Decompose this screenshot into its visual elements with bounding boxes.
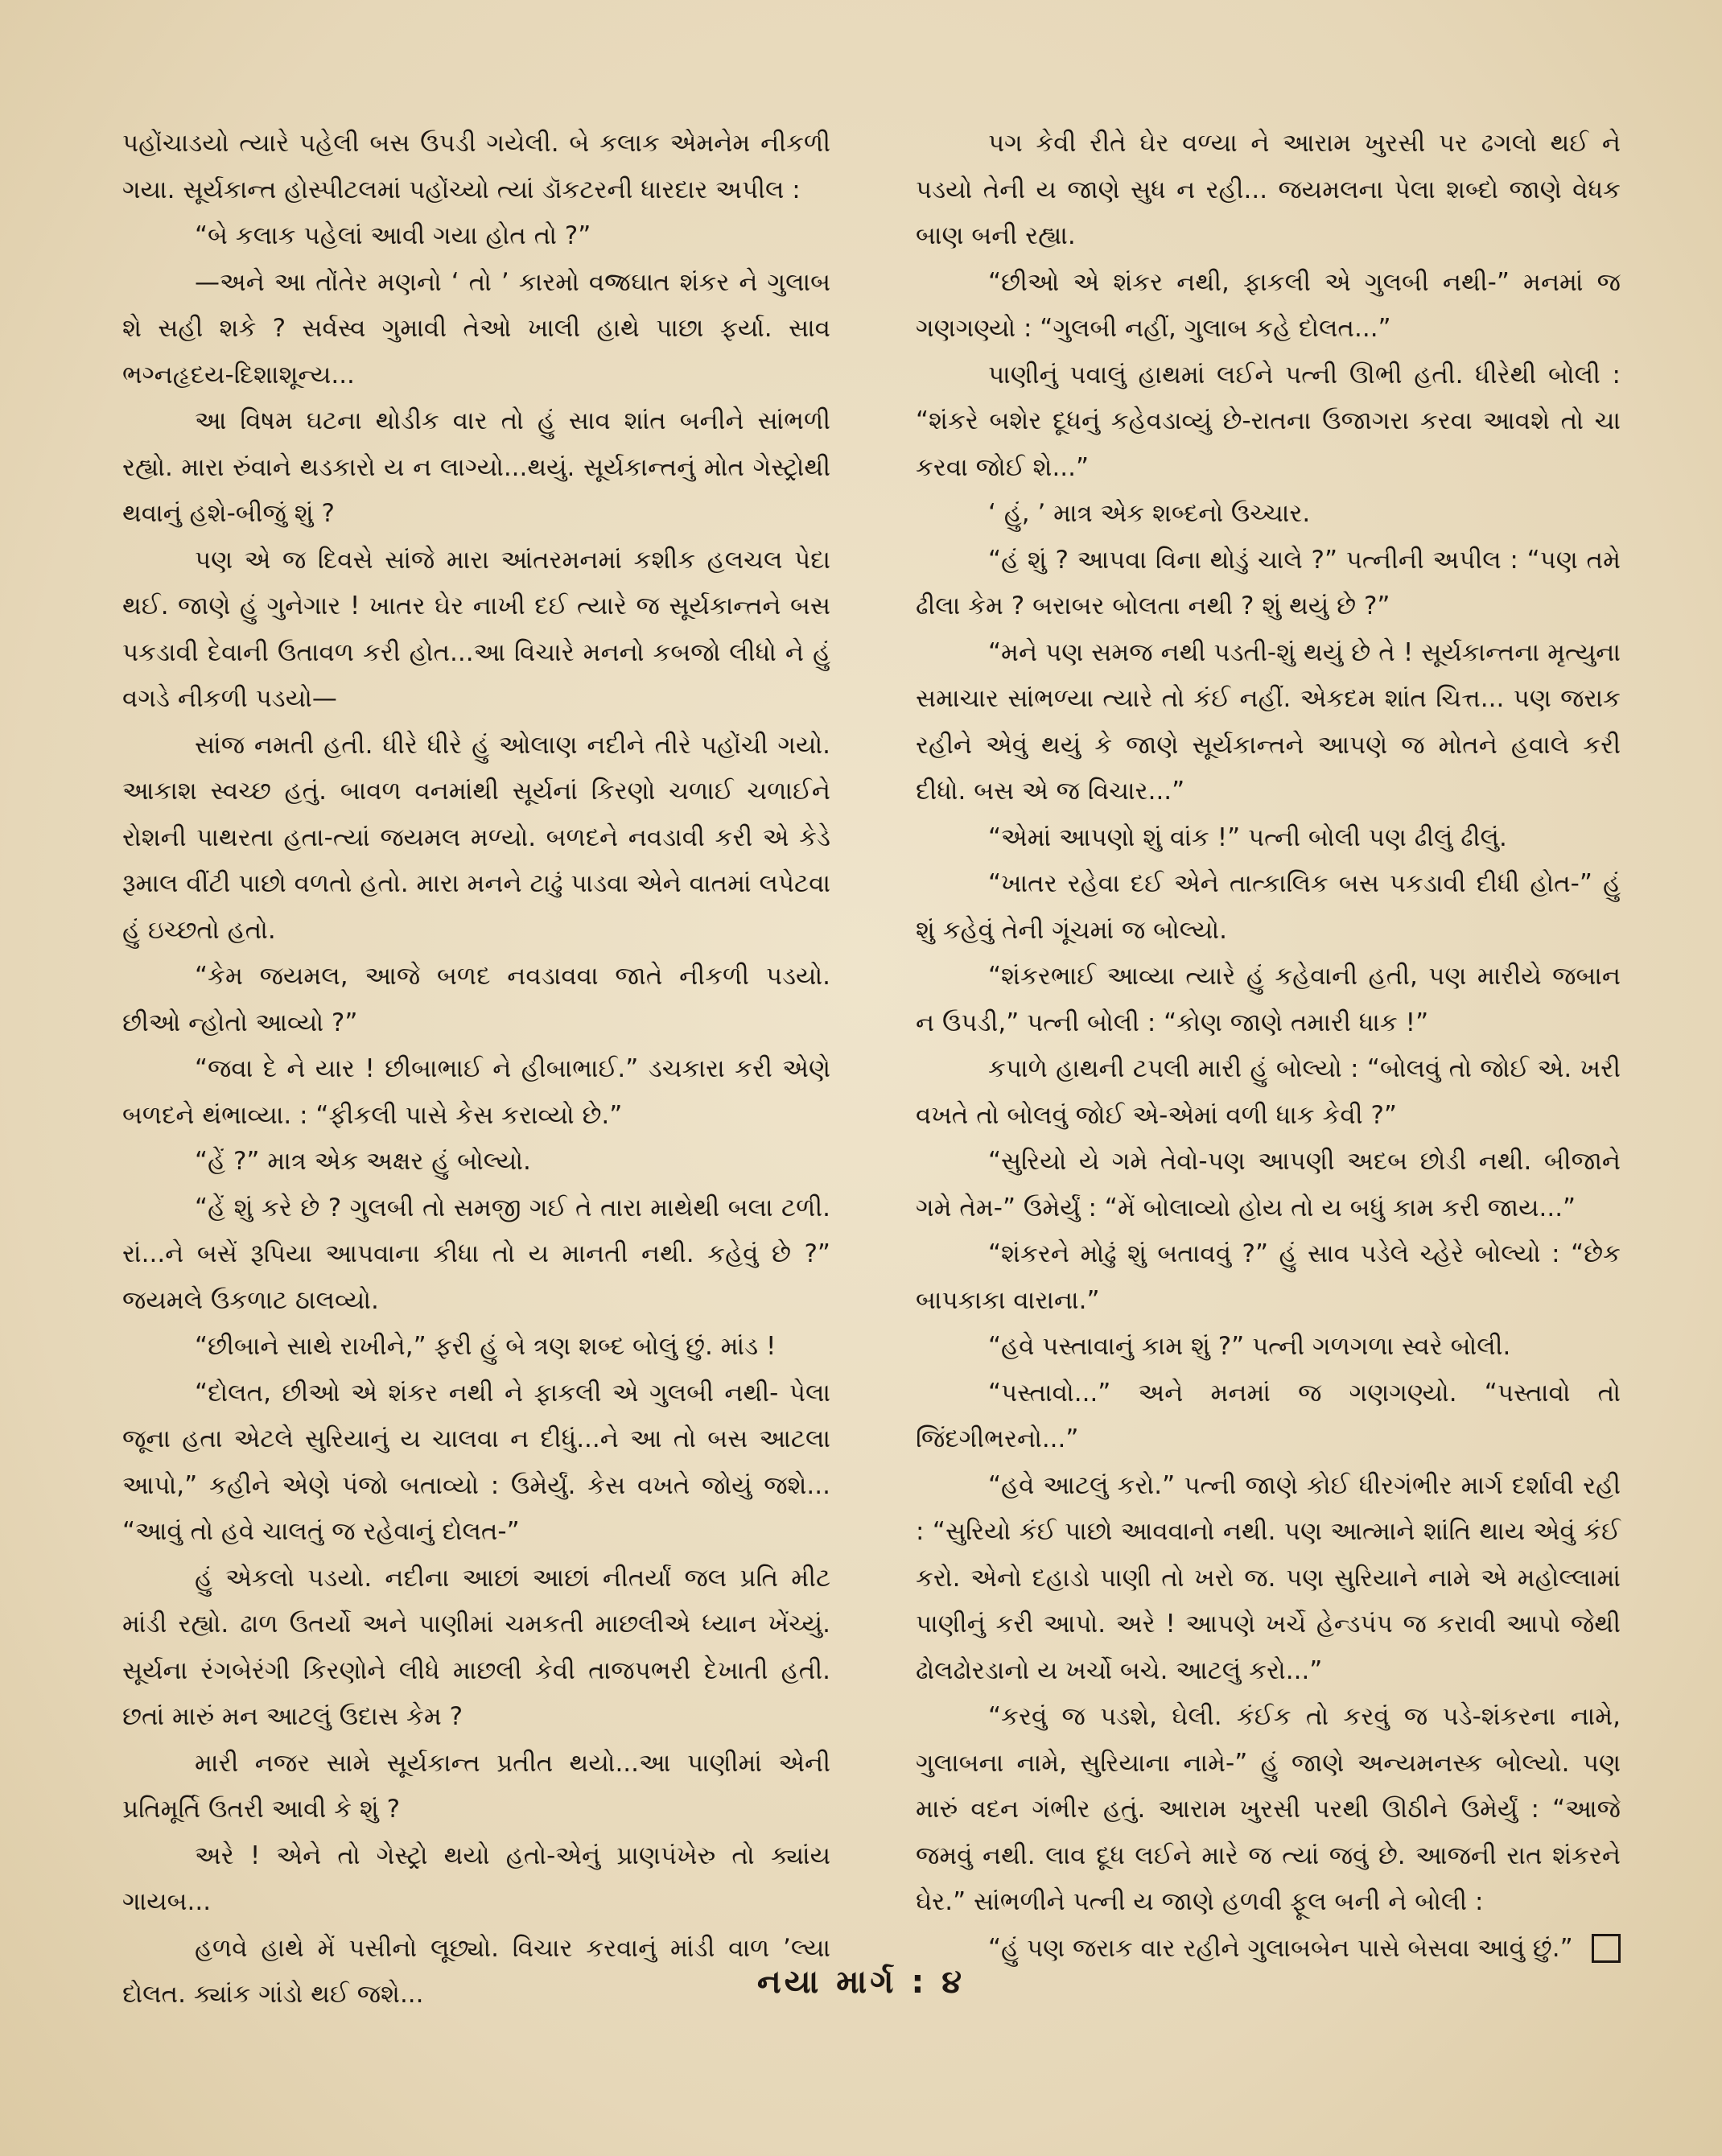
paragraph: આ વિષમ ઘટના થોડીક વાર તો હું સાવ શાંત બનીને સાંભળી રહ્યો. મારા રુંવાને થડકારો ય ન લાગ્યો...થયું. સૂર્યકાન્તનું મોત ગેસ્ટ્રોથી થવાનું હશે-બીજું શું ? <box>122 406 830 528</box>
paragraph: કપાળે હાથની ટપલી મારી હું બોલ્યો : “બોલવું તો જોઈ એ. ખરી વખતે તો બોલવું જોઈ એ-એમાં વળી ધાક કેવી ?” <box>916 1054 1621 1130</box>
paragraph: પગ કેવી રીતે ઘેર વળ્યા ને આરામ ખુરસી પર ઢગલો થઈ ને પડયો તેની ય જાણે સુધ ન રહી... જયમલના પેલા શબ્દો જાણે વેધક બાણ બની રહ્યા. <box>916 129 1621 250</box>
paragraph: “હેં શું કરે છે ? ગુલબી તો સમજી ગઈ તે તારા માથેથી બલા ટળી. રાં...ને બસેં રૂપિયા આપવાના કીધા તો ય માનતી નથી. કહેવું છે ?” જયમલે ઉકળાટ ઠાલવ્યો. <box>122 1193 830 1315</box>
left-text-column <box>122 121 830 2018</box>
paragraph: “હવે આટલું કરો.” પત્ની જાણે કોઈ ધીરગંભીર માર્ગ દર્શાવી રહી : “સુરિયો કંઈ પાછો આવવાનો નથી. પણ આત્માને શાંતિ થાય એવું કંઈ કરો. એનો દહાડો પાણી તો ખરો જ. પણ સુરિયાને નામે એ મહોલ્લામાં પાણીનું કરી આપો. અરે ! આપણે ખર્ચે હેન્ડપંપ જ કરાવી આપો જેથી ઢોલઢોરડાનો ય ખર્ચો બચે. આટલું કરો...” <box>916 1470 1621 1685</box>
paragraph: પહોંચાડયો ત્યારે પહેલી બસ ઉપડી ગયેલી. બે કલાક એમનેમ નીકળી ગયા. સૂર્યકાન્ત હોસ્પીટલમાં પહોંચ્યો ત્યાં ડૉકટરની ધારદાર અપીલ : <box>122 129 830 204</box>
right-text-column <box>916 121 1621 1972</box>
paragraph: “બે કલાક પહેલાં આવી ગયા હોત તો ?” <box>195 221 591 250</box>
paragraph: “કરવું જ પડશે, ઘેલી. કંઈક તો કરવું જ પડે-શંકરના નામે, ગુલાબના નામે, સુરિયાના નામે-” હું જાણે અન્યમનસ્ક બોલ્યો. પણ મારું વદન ગંભીર હતું. આરામ ખુરસી પરથી ઊઠીને ઉમેર્યું : “આજે જમવું નથી. લાવ દૂધ લઈને મારે જ ત્યાં જવું છે. આજની રાત શંકરને ઘેર.” સાંભળીને પત્ની ય જાણે હળવી ફૂલ બની ને બોલી : <box>916 1702 1621 1916</box>
paragraph: હળવે હાથે મેં પસીનો લૂછ્યો. વિચાર કરવાનું માંડી વાળ ’લ્યા દોલત. ક્યાંક ગાંડો થઈ જશે... <box>122 1933 830 2009</box>
paragraph: મારી નજર સામે સૂર્યકાન્ત પ્રતીત થયો...આ પાણીમાં એની પ્રતિમૂર્તિ ઉતરી આવી કે શું ? <box>122 1748 830 1824</box>
paragraph: “દોલત, છીઓ એ શંકર નથી ને ફાકલી એ ગુલબી નથી- પેલા જૂના હતા એટલે સુરિયાનું ય ચાલવા ન દીધું...ને આ તો બસ આટલા આપો,” કહીને એણે પંજો બતાવ્યો : ઉમેર્યું. કેસ વખતે જોયું જશે... “આવું તો હવે ચાલતું જ રહેવાનું દોલત-” <box>122 1378 830 1546</box>
paragraph: અરે ! એને તો ગેસ્ટ્રો થયો હતો-એનું પ્રાણપંખેરુ તો ક્યાંય ગાયબ... <box>122 1841 830 1916</box>
paragraph: “મને પણ સમજ નથી પડતી-શું થયું છે તે ! સૂર્યકાન્તના મૃત્યુના સમાચાર સાંભળ્યા ત્યારે તો કંઈ નહીં. એકદમ શાંત ચિત્ત... પણ જરાક રહીને એવું થયું કે જાણે સૂર્યકાન્તને આપણે જ મોતને હવાલે કરી દીધો. બસ એ જ વિચાર...” <box>916 637 1621 806</box>
paragraph: પણ એ જ દિવસે સાંજે મારા આંતરમનમાં કશીક હલચલ પેદા થઈ. જાણે હું ગુનેગાર ! ખાતર ઘેર નાખી દઈ ત્યારે જ સૂર્યકાન્તને બસ પકડાવી દેવાની ઉતાવળ કરી હોત...આ વિચારે મનનો કબજો લીધો ને હું વગડે નીકળી પડયો— <box>122 545 830 713</box>
paragraph: “શંકરને મોઢું શું બતાવવું ?” હું સાવ પડેલે ચ્હેરે બોલ્યો : “છેક બાપકાકા વારાના.” <box>916 1239 1621 1315</box>
paragraph: —અને આ તોંતેર મણનો ‘ તો ’ કારમો વજ્રઘાત શંકર ને ગુલાબ શે સહી શકે ? સર્વસ્વ ગુમાવી તેઓ ખાલી હાથે પાછા ફર્યા. સાવ ભગ્નહૃદય-દિશાશૂન્ય... <box>122 267 830 390</box>
paragraph: “સુરિયો યે ગમે તેવો-પણ આપણી અદબ છોડી નથી. બીજાને ગમે તેમ-” ઉમેર્યું : “મેં બોલાવ્યો હોય તો ય બધું કામ કરી જાય...” <box>916 1147 1621 1222</box>
paragraph: “શંકરભાઈ આવ્યા ત્યારે હું કહેવાની હતી, પણ મારીયે જબાન ન ઉપડી,” પત્ની બોલી : “કોણ જાણે તમારી ધાક !” <box>916 962 1621 1037</box>
paragraph: “છીઓ એ શંકર નથી, ફાકલી એ ગુલબી નથી-” મનમાં જ ગણગણ્યો : “ગુલબી નહીં, ગુલાબ કહે દોલત...” <box>916 267 1621 343</box>
paragraph: ‘ હું, ’ માત્ર એક શબ્દનો ઉચ્ચાર. <box>988 499 1311 528</box>
page-footer: નયા માર્ગ : ૪ <box>756 1964 966 2001</box>
paragraph: પાણીનું પવાલું હાથમાં લઈને પત્ની ઊભી હતી. ધીરેથી બોલી : “શંકરે બશેર દૂધનું કહેવડાવ્યું છે-રાતના ઉજાગરા કરવા આવશે તો ચા કરવા જોઈ શે...” <box>916 360 1621 482</box>
paragraph: સાંજ નમતી હતી. ધીરે ધીરે હું ઓલાણ નદીને તીરે પહોંચી ગયો. આકાશ સ્વચ્છ હતું. બાવળ વનમાંથી સૂર્યનાં કિરણો ચળાઈ ચળાઈને રોશની પાથરતા હતા-ત્યાં જયમલ મળ્યો. બળદને નવડાવી કરી એ કેડે રૂમાલ વીંટી પાછો વળતો હતો. મારા મનને ટાઢું પાડવા એને વાતમાં લપેટવા હું ઇચ્છતો હતો. <box>122 730 830 945</box>
paragraph: “છીબાને સાથે રાખીને,” ફરી હું બે ત્રણ શબ્દ બોલું છું. માંડ ! <box>195 1332 777 1361</box>
paragraph: “હં શું ? આપવા વિના થોડું ચાલે ?” પત્નીની અપીલ : “પણ તમે ઢીલા કેમ ? બરાબર બોલતા નથી ? શું થયું છે ?” <box>916 545 1621 620</box>
paragraph: “એમાં આપણો શું વાંક !” પત્ની બોલી પણ ઢીલું ઢીલું. <box>988 822 1507 852</box>
paragraph: “કેમ જયમલ, આજે બળદ નવડાવવા જાતે નીકળી પડયો. છીઓ ન્હોતો આવ્યો ?” <box>122 962 830 1037</box>
paragraph: હું એકલો પડયો. નદીના આછાં આછાં નીતર્યાં જલ પ્રતિ મીટ માંડી રહ્યો. ઢાળ ઉતર્યો અને પાણીમાં ચમકતી માછલીએ ધ્યાન ખેંચ્યું. સૂર્યના રંગબેરંગી કિરણોને લીધે માછલી કેવી તાજપભરી દેખાતી હતી. છતાં મારું મન આટલું ઉદાસ કેમ ? <box>122 1563 830 1731</box>
paragraph: “હવે પસ્તાવાનું કામ શું ?” પત્ની ગળગળા સ્વરે બોલી. <box>988 1332 1511 1361</box>
paragraph: “જવા દે ને યાર ! છીબાભાઈ ને હીબાભાઈ.” ડચકારા કરી એણે બળદને થંભાવ્યા. : “ફીકલી પાસે કેસ કરાવ્યો છે.” <box>122 1054 830 1130</box>
paragraph-final-text: “હું પણ જરાક વાર રહીને ગુલાબબેન પાસે બેસવા આવું છું.” <box>988 1933 1573 1963</box>
paragraph: “હેં ?” માત્ર એક અક્ષર હું બોલ્યો. <box>195 1147 531 1176</box>
end-of-story-box-icon <box>1592 1934 1621 1963</box>
paragraph: “ખાતર રહેવા દઈ એને તાત્કાલિક બસ પકડાવી દીધી હોત-” હું શું કહેવું તેની ગૂંચમાં જ બોલ્યો. <box>916 869 1621 945</box>
paragraph: “પસ્તાવો...” અને મનમાં જ ગણગણ્યો. “પસ્તાવો તો જિંદગીભરનો...” <box>916 1378 1621 1453</box>
